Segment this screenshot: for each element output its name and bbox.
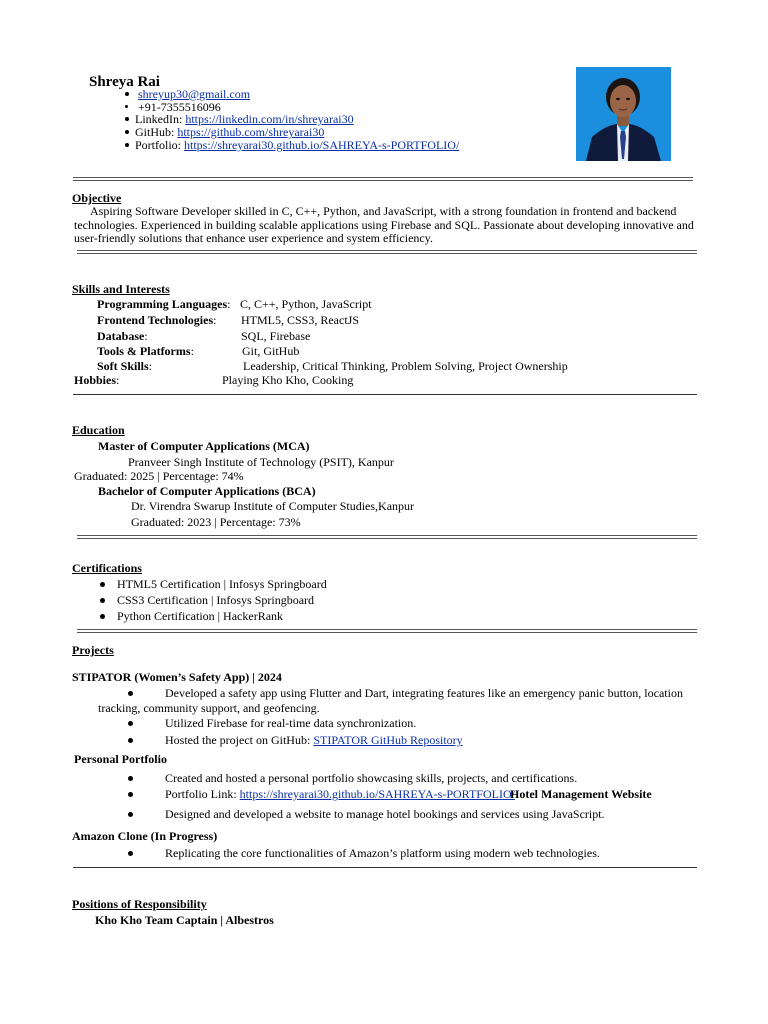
- institute-name: Pranveer Singh Institute of Technology (PSIT), Kanpur: [128, 455, 394, 469]
- skill-colon: :: [227, 297, 231, 311]
- bullet-icon: [128, 776, 133, 781]
- certification-item: CSS3 Certification | Infosys Springboard: [117, 593, 315, 607]
- profile-photo: [576, 67, 671, 161]
- github-prefix: Hosted the project on GitHub:: [165, 733, 314, 747]
- github-label: GitHub:: [135, 125, 175, 139]
- degree-title: Bachelor of Computer Applications (BCA): [98, 484, 316, 498]
- projects-heading: Projects: [72, 643, 114, 657]
- responsibility-heading: Positions of Responsibility: [72, 897, 207, 911]
- bullet-icon: [125, 92, 129, 96]
- section-divider: [77, 250, 697, 254]
- objective-text-line: technologies. Experienced in building scalable applications using Firebase and SQL. Passionate about developing innovative and: [74, 218, 694, 232]
- bullet-icon: [100, 598, 105, 603]
- phone-number: +91-7355516096: [138, 100, 221, 114]
- person-portrait-icon: [576, 67, 671, 161]
- project-detail: Developed a safety app using Flutter and Dart, integrating features like an emergency panic button, location: [165, 686, 683, 700]
- skill-row: [97, 329, 148, 343]
- bullet-icon: [128, 792, 133, 797]
- project-detail: [165, 733, 463, 747]
- certification-item: Python Certification | HackerRank: [117, 609, 284, 623]
- objective-text-line: user-friendly solutions that enhance user experience and system efficiency.: [74, 231, 433, 245]
- bullet-icon: [125, 117, 129, 121]
- portfolio-label: Portfolio:: [135, 138, 182, 152]
- graduation-info: Graduated: 2023 | Percentage: 73%: [131, 515, 301, 529]
- education-heading: Education: [72, 423, 125, 437]
- github-row: [135, 125, 324, 139]
- bullet-icon: [128, 812, 133, 817]
- skill-value: C, C++, Python, JavaScript: [240, 297, 372, 311]
- certifications-heading: Certifications: [72, 561, 142, 575]
- project-detail: Created and hosted a personal portfolio showcasing skills, projects, and certifications.: [165, 771, 578, 785]
- institute-name: Dr. Virendra Swarup Institute of Computer Studies,Kanpur: [131, 499, 415, 513]
- stipator-repo-link[interactable]: STIPATOR GitHub Repository: [313, 733, 463, 747]
- linkedin-link[interactable]: https://linkedin.com/in/shreyarai30: [185, 112, 354, 126]
- portfolio-project-link[interactable]: https://shreyarai30.github.io/SAHREYA-s-PORTFOLIO/: [239, 787, 515, 801]
- bullet-icon: [125, 143, 129, 147]
- skill-label: Hobbies: [74, 373, 117, 387]
- bullet-icon: [100, 614, 105, 619]
- project-detail: Designed and developed a website to manage hotel bookings and services using JavaScript.: [165, 807, 605, 821]
- skill-value: Leadership, Critical Thinking, Problem Solving, Project Ownership: [243, 359, 568, 373]
- project-title: STIPATOR (Women’s Safety App) | 2024: [72, 670, 282, 684]
- project-detail: Utilized Firebase for real-time data synchronization.: [165, 716, 417, 730]
- section-divider: [73, 394, 697, 395]
- email-link[interactable]: shreyup30@gmail.com: [138, 87, 251, 101]
- objective-heading: Objective: [72, 191, 122, 205]
- skill-row: [97, 359, 152, 373]
- bullet-icon: [128, 738, 133, 743]
- skill-row: [97, 344, 194, 358]
- skill-colon: :: [213, 313, 217, 327]
- skill-value: SQL, Firebase: [241, 329, 311, 343]
- skill-row: [97, 297, 230, 311]
- section-divider: [73, 867, 697, 868]
- linkedin-row: [135, 112, 354, 126]
- project-title: Hotel Management Website: [510, 787, 652, 801]
- section-divider: [77, 535, 697, 539]
- skill-colon: :: [148, 359, 153, 373]
- section-divider: [73, 177, 693, 181]
- skill-value: Git, GitHub: [242, 344, 300, 358]
- skill-label: Database: [97, 329, 145, 343]
- section-divider: [77, 629, 697, 633]
- project-title: Amazon Clone (In Progress): [72, 829, 218, 843]
- skill-colon: :: [144, 329, 148, 343]
- project-detail: Replicating the core functionalities of Amazon’s platform using modern web technologies.: [165, 846, 600, 860]
- skill-colon: :: [190, 344, 194, 358]
- portfolio-prefix: Portfolio Link:: [165, 787, 240, 801]
- degree-title: Master of Computer Applications (MCA): [98, 439, 310, 453]
- certification-item: HTML5 Certification | Infosys Springboard: [117, 577, 327, 591]
- project-detail: [165, 787, 515, 801]
- skill-value: Playing Kho Kho, Cooking: [222, 373, 354, 387]
- portfolio-link[interactable]: https://shreyarai30.github.io/SAHREYA-s-PORTFOLIO/: [184, 138, 460, 152]
- bullet-icon: [128, 691, 133, 696]
- bullet-icon: [125, 130, 129, 134]
- portfolio-row: [135, 138, 459, 152]
- bullet-icon: [100, 582, 105, 587]
- skill-row: [74, 373, 119, 387]
- project-title: Personal Portfolio: [74, 752, 167, 766]
- bullet-icon: [128, 851, 133, 856]
- skills-heading: Skills and Interests: [72, 282, 170, 296]
- skill-row: [97, 313, 216, 327]
- skill-value: HTML5, CSS3, ReactJS: [241, 313, 360, 327]
- skill-label: Tools & Platforms: [97, 344, 191, 358]
- project-detail: tracking, community support, and geofencing.: [98, 701, 320, 715]
- bullet-icon: [128, 721, 133, 726]
- objective-text-line: Aspiring Software Developer skilled in C, C++, Python, and JavaScript, with a strong foundation in frontend and backend: [90, 204, 677, 218]
- bullet-icon: [125, 105, 128, 108]
- skill-label: Frontend Technologies: [97, 313, 214, 327]
- graduation-info: Graduated: 2025 | Percentage: 74%: [74, 469, 244, 483]
- responsibility-item: Kho Kho Team Captain | Albestros: [95, 913, 274, 927]
- github-link[interactable]: https://github.com/shreyarai30: [177, 125, 325, 139]
- linkedin-label: LinkedIn:: [135, 112, 183, 126]
- skill-colon: :: [116, 373, 120, 387]
- candidate-name: Shreya Rai: [89, 74, 160, 90]
- skill-label: Soft Skills: [97, 359, 149, 373]
- skill-label: Programming Languages: [97, 297, 228, 311]
